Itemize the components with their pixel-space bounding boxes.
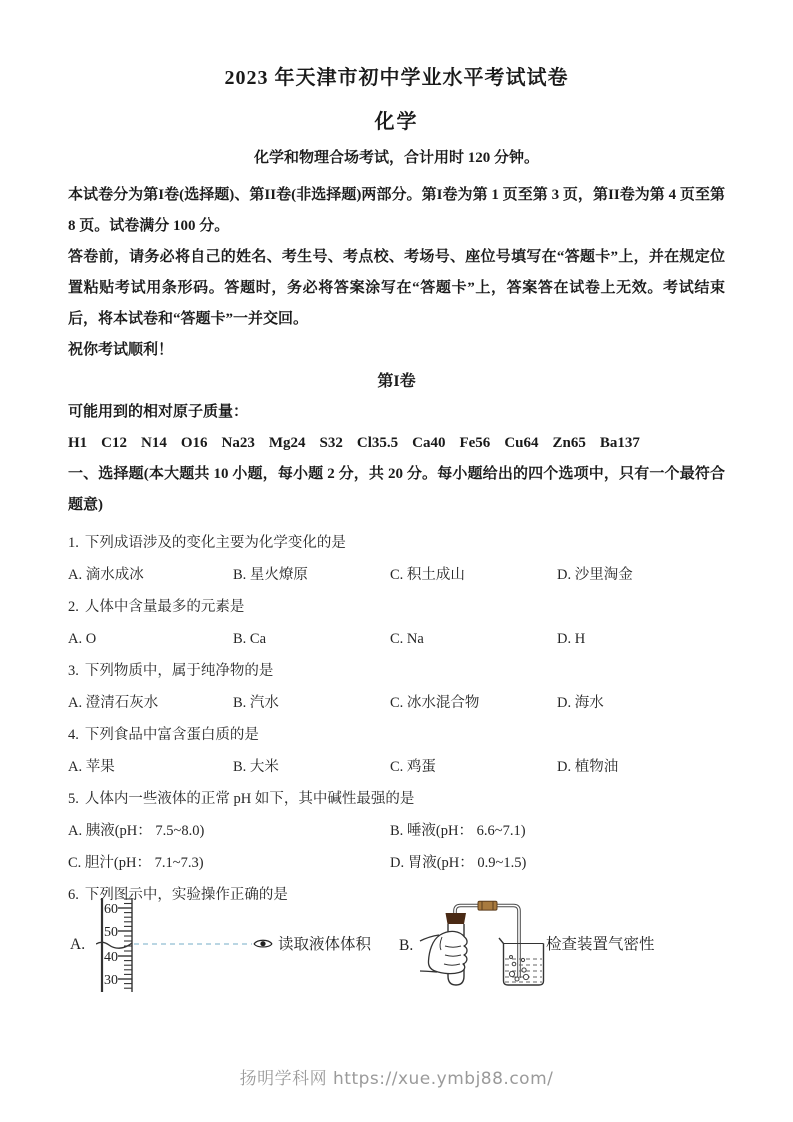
option-c: C. 积土成山 bbox=[390, 567, 465, 583]
atomic-masses-label: 可能用到的相对原子质量： bbox=[68, 404, 249, 420]
option-a: A. 苹果 bbox=[68, 759, 115, 775]
question-2-number: 2. bbox=[68, 599, 79, 615]
atomic-mass-item: Ba137 bbox=[599, 435, 640, 451]
wish-line: 祝你考试顺利！ bbox=[68, 342, 174, 358]
atomic-mass-item: H1 bbox=[68, 435, 88, 451]
question-4 bbox=[68, 719, 725, 751]
section-one-instruction: 一、选择题(本大题共 10 小题，每小题 2 分，共 20 分。每小题给出的四个选项中，只有一个最符合题意) bbox=[68, 466, 725, 513]
option-c: C. Na bbox=[390, 631, 424, 647]
figure-b-label: B. bbox=[399, 937, 414, 954]
atomic-mass-item: Fe56 bbox=[459, 435, 491, 451]
question-4-options bbox=[68, 751, 725, 783]
question-2-text: 人体中含量最多的元素是 bbox=[84, 599, 245, 615]
question-1 bbox=[68, 527, 725, 559]
atomic-mass-item: S32 bbox=[319, 435, 343, 451]
footer-watermark bbox=[0, 1064, 793, 1089]
scale-label-40: 40 bbox=[104, 950, 118, 965]
question-4-number: 4. bbox=[68, 727, 79, 743]
atomic-mass-item: Na23 bbox=[221, 435, 255, 451]
exam-duration-note: 化学和物理合场考试，合计用时 120 分钟。 bbox=[253, 150, 539, 166]
option-b: B. 汽水 bbox=[233, 695, 279, 711]
question-2 bbox=[68, 591, 725, 623]
question-5 bbox=[68, 783, 725, 815]
option-b: B. 唾液(pH： 6.6~7.1) bbox=[390, 823, 526, 839]
atomic-mass-item: Mg24 bbox=[268, 435, 306, 451]
question-5-options-row2 bbox=[68, 847, 725, 879]
atomic-masses-list bbox=[68, 435, 654, 451]
option-a: A. 滴水成冰 bbox=[68, 567, 144, 583]
scale-label-60: 60 bbox=[104, 902, 118, 917]
question-1-number: 1. bbox=[68, 535, 79, 551]
rubber-stopper bbox=[446, 913, 467, 924]
question-3-text: 下列物质中，属于纯净物的是 bbox=[84, 663, 274, 679]
option-a: A. O bbox=[68, 631, 97, 647]
question-3 bbox=[68, 655, 725, 687]
option-a: A. 澄清石灰水 bbox=[68, 695, 159, 711]
subject-title: 化学 bbox=[374, 111, 419, 133]
eye-icon bbox=[254, 940, 272, 947]
intro-paper-structure: 本试卷分为第I卷(选择题)、第II卷(非选择题)两部分。第I卷为第 1 页至第 3 页，第II卷为第 4 页至第 8 页。试卷满分 100 分。 bbox=[68, 187, 725, 234]
question-5-text: 人体内一些液体的正常 pH 如下，其中碱性最强的是 bbox=[84, 791, 415, 807]
rubber-connector bbox=[478, 901, 497, 910]
figure-b-caption: 检查装置气密性 bbox=[546, 936, 655, 953]
option-b: B. 星火燎原 bbox=[233, 567, 308, 583]
question-6-number: 6. bbox=[68, 887, 79, 903]
option-c: C. 鸡蛋 bbox=[390, 759, 436, 775]
option-d: D. 沙里淘金 bbox=[557, 567, 633, 583]
atomic-mass-item: Cl35.5 bbox=[356, 435, 399, 451]
atomic-mass-item: Zn65 bbox=[552, 435, 586, 451]
hand-holding-tube bbox=[420, 931, 467, 973]
part1-heading: 第I卷 bbox=[377, 373, 416, 390]
atomic-mass-item: O16 bbox=[180, 435, 208, 451]
question-6-text: 下列图示中，实验操作正确的是 bbox=[84, 887, 288, 903]
option-b: B. Ca bbox=[233, 631, 267, 647]
question-1-text: 下列成语涉及的变化主要为化学变化的是 bbox=[84, 535, 346, 551]
option-d: D. 胃液(pH： 0.9~1.5) bbox=[390, 855, 527, 871]
question-1-options bbox=[68, 559, 725, 591]
option-b: B. 大米 bbox=[233, 759, 279, 775]
option-c: C. 冰水混合物 bbox=[390, 695, 480, 711]
question-4-text: 下列食品中富含蛋白质的是 bbox=[84, 727, 259, 743]
page-title: 2023 年天津市初中学业水平考试试卷 bbox=[224, 67, 569, 89]
question-3-options bbox=[68, 687, 725, 719]
option-c: C. 胆汁(pH： 7.1~7.3) bbox=[68, 855, 204, 871]
option-d: D. H bbox=[557, 631, 586, 647]
question-5-number: 5. bbox=[68, 791, 79, 807]
figure-a-caption: 读取液体体积 bbox=[278, 936, 372, 953]
major-ticks bbox=[118, 908, 132, 979]
atomic-mass-item: N14 bbox=[141, 435, 167, 451]
scale-labels bbox=[104, 902, 118, 988]
question-3-number: 3. bbox=[68, 663, 79, 679]
scale-label-30: 30 bbox=[104, 973, 118, 988]
atomic-mass-item: Ca40 bbox=[412, 435, 446, 451]
atomic-masses-line bbox=[68, 397, 725, 459]
intro-answer-rules: 答卷前，请务必将自己的姓名、考生号、考点校、考场号、座位号填写在“答题卡”上，并在规定位置粘贴考试用条形码。答题时，务必将答案涂写在“答题卡”上，答案答在试卷上无效。考试结束后，将本试卷和“答题卡”一并交回。 bbox=[68, 249, 725, 327]
figure-a-label: A. bbox=[70, 936, 86, 953]
figure-b-airtightness-setup bbox=[398, 880, 550, 993]
option-d: D. 海水 bbox=[557, 695, 604, 711]
footer-site-text: 扬明学科网 https://xue.ymbj88.com/ bbox=[239, 1069, 554, 1089]
questions-block bbox=[68, 527, 725, 911]
figure-a-graduated-cylinder bbox=[96, 888, 286, 1000]
scale-label-50: 50 bbox=[104, 925, 118, 940]
beaker bbox=[499, 938, 544, 985]
atomic-mass-item: Cu64 bbox=[504, 435, 539, 451]
option-d: D. 植物油 bbox=[557, 759, 619, 775]
option-a: A. 胰液(pH： 7.5~8.0) bbox=[68, 823, 205, 839]
atomic-mass-item: C12 bbox=[101, 435, 128, 451]
question-5-options-row1 bbox=[68, 815, 725, 847]
question-2-options bbox=[68, 623, 725, 655]
